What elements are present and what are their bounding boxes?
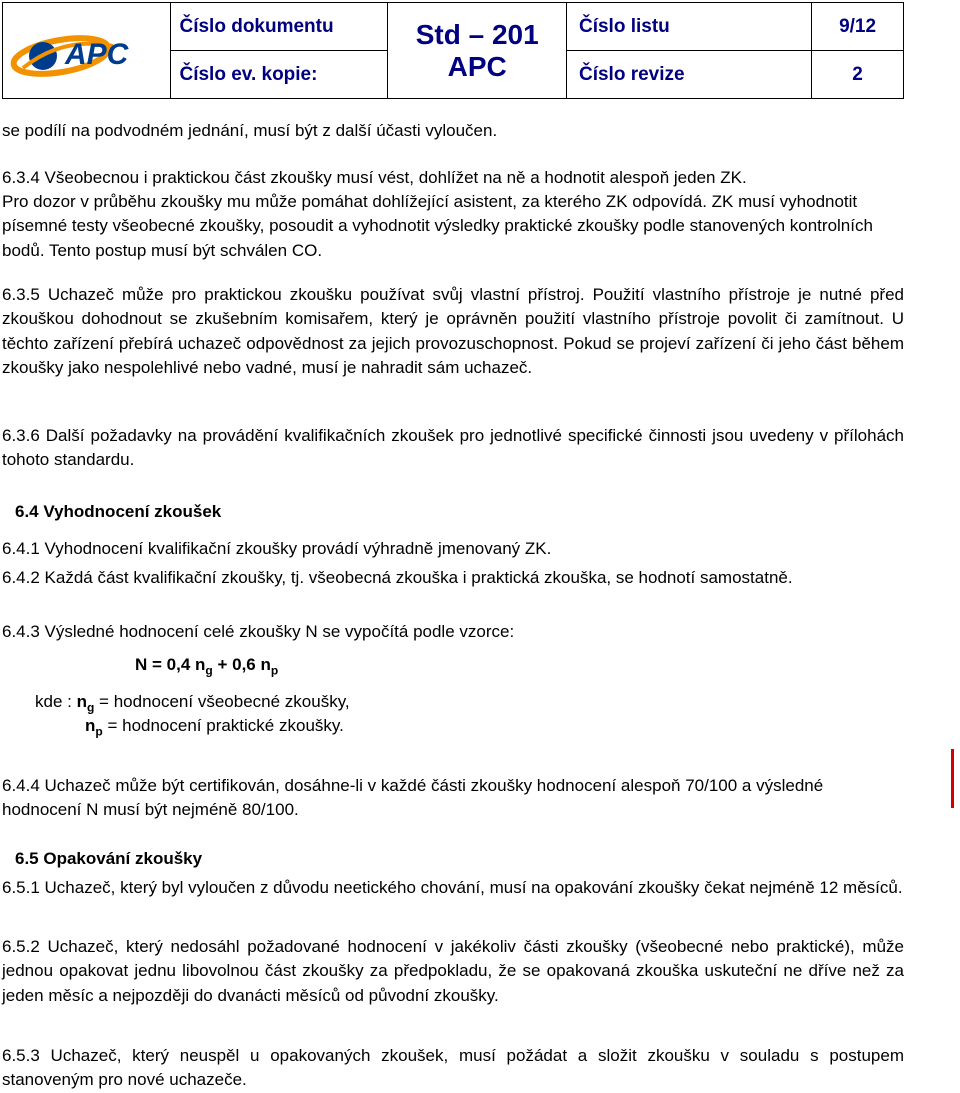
paragraph-6-3-4-line1: 6.3.4 Všeobecnou i praktickou část zkoušky musí vést, dohlížet na ně a hodnotit alespoň jeden ZK. (2, 168, 747, 187)
formula-mid: + 0,6 n (212, 655, 271, 674)
paragraph-6-5-1: 6.5.1 Uchazeč, který byl vyloučen z důvodu neetického chování, musí na opakování zkoušky čekat nejméně 12 měsíců. (2, 878, 903, 897)
standard-number: Std – 201 APC (388, 3, 567, 99)
where-sub-g: g (86, 700, 95, 715)
copy-label: Číslo ev. kopie: (171, 51, 388, 99)
where-line-p (85, 716, 344, 738)
sheet-label: Číslo listu (566, 3, 811, 51)
apc-logo (3, 6, 163, 96)
logo-cell (3, 3, 171, 99)
where-n-p: n (85, 716, 96, 735)
paragraph-6-3-5: 6.3.5 Uchazeč může pro praktickou zkoušku používat svůj vlastní přístroj. Použití vlastního přístroje je nutné před zkouškou dohodnout se zkušebním komisařem, který je oprávněn použití vlastního přístroje povolit či zamítnout. U těchto zařízení přebírá uchazeč odpovědnost za jejich provozuschopnost. Pokud se projeví zařízení či jeho část během zkoušky jako nespolehlivé nebo vadné, musí je nahradit sám uchazeč. (2, 285, 904, 378)
heading-6-5: 6.5 Opakování zkoušky (15, 849, 203, 868)
revision-bar (951, 749, 954, 808)
where-p-def: = hodnocení praktické zkoušky. (102, 716, 344, 735)
sheet-value: 9/12 (812, 3, 904, 51)
logo-text: APC (65, 37, 129, 71)
paragraph-6-5-2: 6.5.2 Uchazeč, který nedosáhl požadované hodnocení v jakékoliv části zkoušky (všeobecné nebo praktické), může jednou opakovat jednu libovolnou část zkoušky za předpokladu, že se opakovaná zkouška uskuteční ne dříve než za jeden měsíc a nejpozději do dvanácti měsíců od původní zkoušky. (2, 937, 904, 1005)
paragraph-6-4-4: 6.4.4 Uchazeč může být certifikován, dosáhne-li v každé části zkoušky hodnocení alespoň 70/100 a výsledné hodnocení N musí být nejméně 80/100. (2, 776, 824, 820)
paragraph-6-5-3: 6.5.3 Uchazeč, který neuspěl u opakovaných zkoušek, musí požádat a složit zkoušku v souladu s postupem stanoveným pro nové uchazeče. (2, 1046, 904, 1090)
formula-sub-p: p (270, 663, 279, 678)
formula (135, 655, 278, 677)
doc-number-label: Číslo dokumentu (171, 3, 388, 51)
where-prefix: kde : (35, 692, 77, 711)
paragraph-6-3-4: Pro dozor v průběhu zkoušky mu může pomáhat dohlížející asistent, za kterého ZK odpovídá. ZK musí vyhodnotit písemné testy všeobecné zkoušky, posoudit a vyhodnotit výsledky praktické zkoušky podle stanovených kontrolních bodů. Tento postup musí být schválen CO. (2, 192, 873, 260)
revision-label: Číslo revize (566, 51, 811, 99)
where-n-g: n (76, 692, 87, 711)
paragraph-6-4-1: 6.4.1 Vyhodnocení kvalifikační zkoušky provádí výhradně jmenovaný ZK. (2, 539, 552, 558)
paragraph-6-4-2: 6.4.2 Každá část kvalifikační zkoušky, tj. všeobecná zkouška i praktická zkouška, se hodnotí samostatně. (2, 568, 793, 587)
formula-sub-g: g (205, 663, 213, 678)
where-line-g (35, 692, 350, 714)
heading-6-4: 6.4 Vyhodnocení zkoušek (15, 502, 222, 521)
revision-value: 2 (812, 51, 904, 99)
where-g-def: = hodnocení všeobecné zkoušky, (94, 692, 350, 711)
where-sub-p: p (95, 724, 103, 739)
paragraph-6-3-6: 6.3.6 Další požadavky na provádění kvalifikačních zkoušek pro jednotlivé specifické činnosti jsou uvedeny v přílohách tohoto standardu. (2, 426, 904, 470)
document-header (2, 2, 904, 99)
paragraph-continued: se podílí na podvodném jednání, musí být z další účasti vyloučen. (2, 121, 498, 140)
paragraph-6-4-3: 6.4.3 Výsledné hodnocení celé zkoušky N se vypočítá podle vzorce: (2, 622, 515, 641)
formula-lhs: N = 0,4 n (135, 655, 206, 674)
